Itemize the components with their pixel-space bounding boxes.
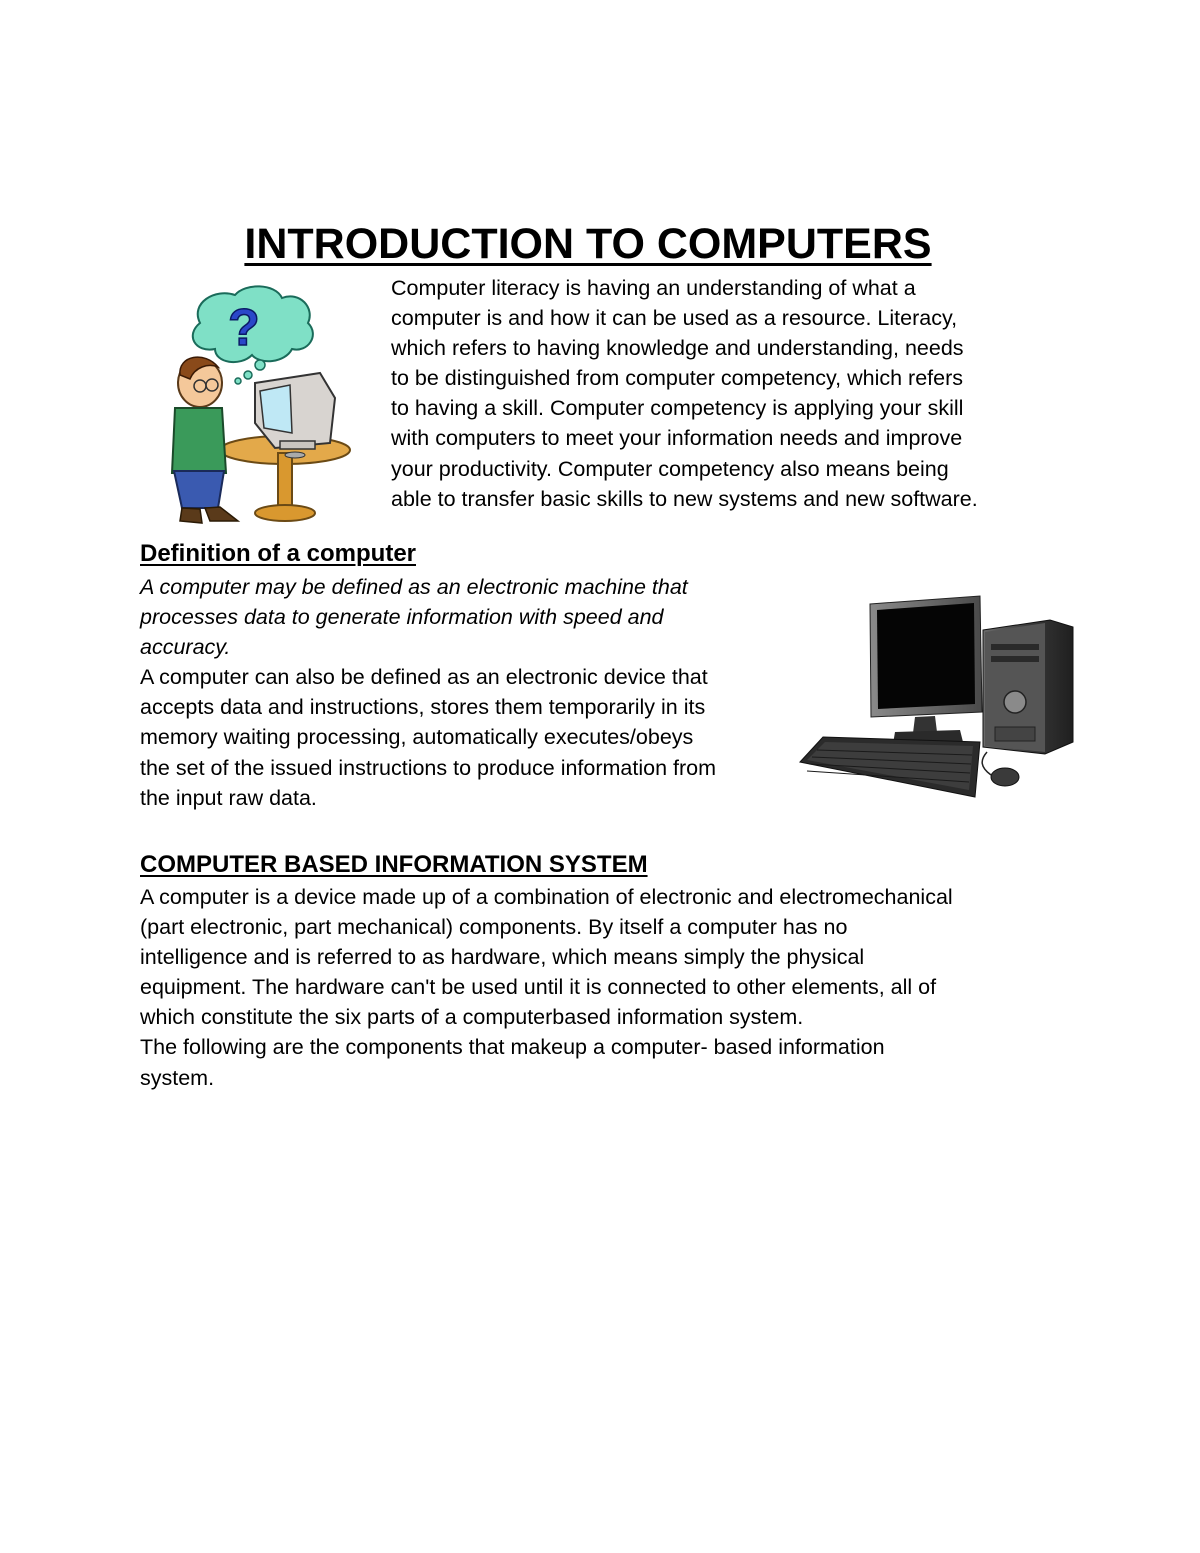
cbis-line: which constitute the six parts of a computerbased information system. bbox=[140, 1005, 804, 1030]
definition-line: A computer can also be defined as an electronic device that bbox=[140, 665, 708, 690]
definition-line: the input raw data. bbox=[140, 785, 317, 810]
definition-line: accepts data and instructions, stores them temporarily in its bbox=[140, 695, 706, 720]
intro-line: computer is and how it can be used as a resource. Literacy, bbox=[391, 306, 958, 331]
intro-line: Computer literacy is having an understanding of what a bbox=[391, 276, 916, 300]
svg-text:?: ? bbox=[228, 299, 260, 357]
cbis-line: intelligence and is referred to as hardware, which means simply the physical bbox=[140, 945, 865, 970]
definition-italic-line: accuracy. bbox=[140, 635, 231, 660]
desktop-computer-image bbox=[795, 592, 1100, 802]
definition-heading: Definition of a computer bbox=[140, 540, 416, 567]
intro-line: to having a skill. Computer competency is applying your skill bbox=[391, 396, 964, 421]
definition-paragraph bbox=[140, 572, 790, 813]
intro-paragraph bbox=[391, 273, 1051, 514]
page-title: INTRODUCTION TO COMPUTERS bbox=[244, 220, 932, 268]
cbis-line: (part electronic, part mechanical) components. By itself a computer has no bbox=[140, 915, 848, 940]
cbis-paragraph bbox=[140, 882, 1060, 1093]
cbis-line: The following are the components that makeup a computer- based information bbox=[140, 1035, 885, 1060]
definition-italic-line: A computer may be defined as an electronic machine that bbox=[140, 575, 688, 599]
intro-line: which refers to having knowledge and understanding, needs bbox=[391, 336, 964, 361]
intro-line: with computers to meet your information needs and improve bbox=[391, 426, 963, 451]
cbis-heading: COMPUTER BASED INFORMATION SYSTEM bbox=[140, 851, 648, 878]
intro-line: your productivity. Computer competency also means being bbox=[391, 456, 949, 481]
definition-line: the set of the issued instructions to produce information from bbox=[140, 755, 717, 780]
intro-line: to be distinguished from computer competency, which refers bbox=[391, 366, 964, 391]
intro-line: able to transfer basic skills to new systems and new software. bbox=[391, 486, 978, 511]
definition-line: memory waiting processing, automatically executes/obeys bbox=[140, 725, 694, 750]
cbis-line: A computer is a device made up of a combination of electronic and electromechanical bbox=[140, 885, 953, 909]
cbis-line: equipment. The hardware can't be used until it is connected to other elements, all of bbox=[140, 975, 937, 1000]
definition-italic-line: processes data to generate information with speed and bbox=[140, 605, 664, 630]
cbis-line: system. bbox=[140, 1065, 215, 1090]
thinking-person-illustration bbox=[160, 283, 360, 528]
